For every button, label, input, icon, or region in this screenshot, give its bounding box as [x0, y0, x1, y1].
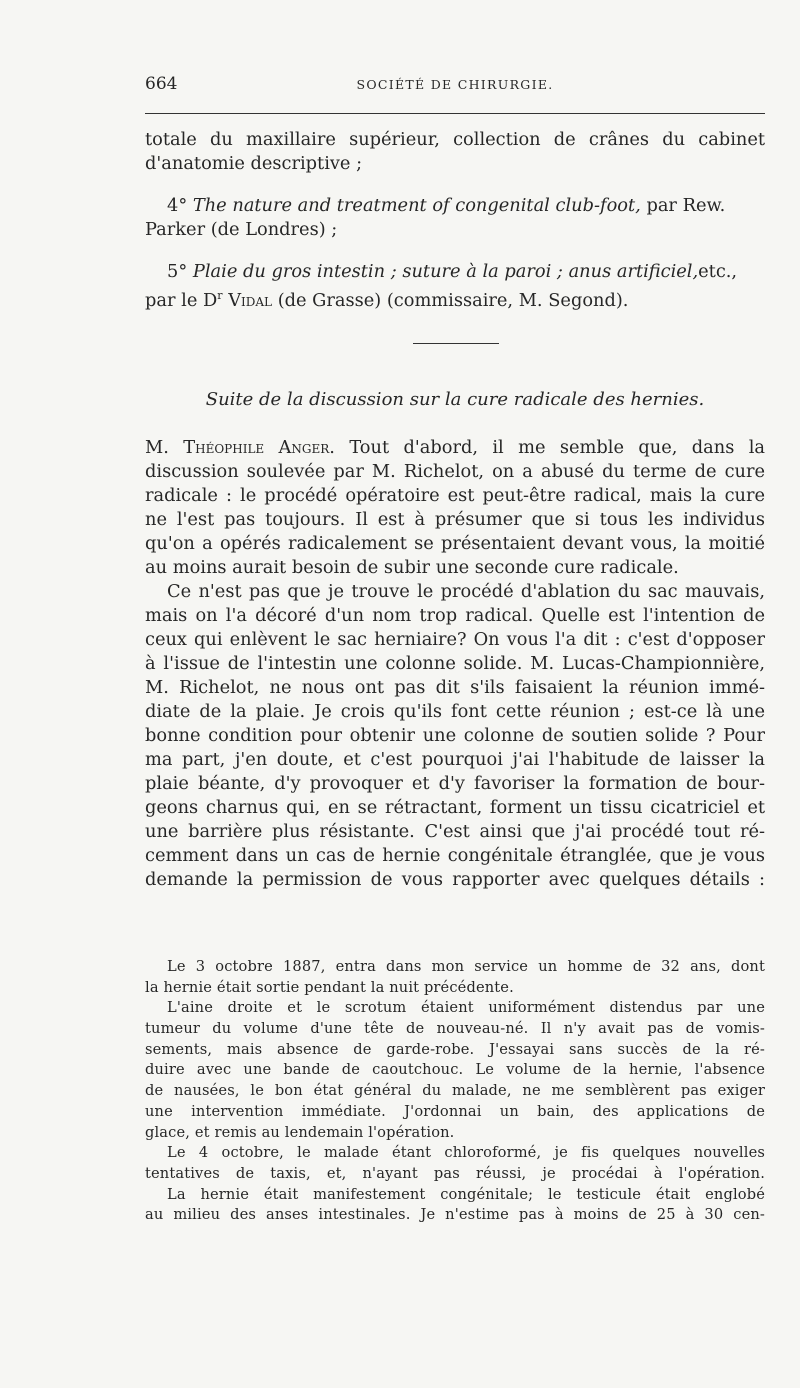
text-line: Ce n'est pas que je trouve le procédé d'ablation du sac mauvais,: [167, 581, 765, 602]
text-line: demande la permission de vous rapporter avec quelques détails :: [145, 869, 765, 890]
text-line: mais on l'a décoré d'un nom trop radical. Quelle est l'intention de: [145, 605, 765, 626]
text-line: à l'issue de l'intestin une colonne solide. M. Lucas-Championnière,: [145, 653, 765, 674]
list-item-4: 4° The nature and treatment of congenital club-foot, par Rew.: [167, 195, 726, 216]
page-number: 664: [145, 74, 178, 94]
running-head: SOCIÉTÉ DE CHIRURGIE.: [356, 77, 554, 92]
text-line: plaie béante, d'y provoquer et d'y favoriser la formation de bour-: [145, 773, 765, 794]
text-line: ma part, j'en doute, et c'est pourquoi j'ai l'habitude de laisser la: [145, 749, 765, 770]
case-report: [145, 957, 765, 1226]
text-line: tentatives de taxis, et, n'ayant pas réussi, je procédai à l'opération.: [145, 1164, 765, 1182]
author-name: Vidal: [228, 289, 273, 311]
text-line: L'aine droite et le scrotum étaient uniformément distendus par une: [167, 999, 765, 1017]
text-line: la hernie était sortie pendant la nuit précédente.: [145, 978, 514, 996]
text-line: duire avec une bande de caoutchouc. Le volume de la hernie, l'absence: [145, 1061, 765, 1079]
list-block: [145, 128, 765, 311]
speaker-name: Théophile Anger.: [183, 437, 335, 458]
text-line: Le 3 octobre 1887, entra dans mon service un homme de 32 ans, dont: [167, 958, 765, 975]
text-line: par le $D^r$ Vidal (de Grasse) (commissaire, M. Segond).: [145, 289, 629, 311]
main-text: [145, 436, 765, 892]
text-line: M. Richelot, ne nous ont pas dit s'ils faisaient la réunion immé-: [145, 677, 765, 698]
section-separator: [413, 343, 499, 344]
italic-title: Plaie du gros intestin ; suture à la paroi ; anus artificiel,: [192, 261, 699, 282]
text-line: glace, et remis au lendemain l'opération.: [145, 1123, 455, 1141]
text-line: Parker (de Londres) ;: [145, 219, 338, 240]
italic-title: The nature and treatment of congenital club-foot,: [192, 195, 641, 216]
text-line: d'anatomie descriptive ;: [145, 153, 363, 174]
text-line: M. Théophile Anger. Tout d'abord, il me semble que, dans la: [145, 437, 765, 458]
text-line: La hernie était manifestement congénitale; le testicule était englobé: [167, 1185, 765, 1203]
text-line: une intervention immédiate. J'ordonnai un bain, des applications de: [145, 1102, 765, 1120]
text-line: diate de la plaie. Je crois qu'ils font cette réunion ; est-ce là une: [145, 701, 765, 722]
text-line: tumeur du volume d'une tête de nouveau-né. Il n'y avait pas de vomis-: [145, 1020, 765, 1038]
text-line: ceux qui enlèvent le sac herniaire? On vous l'a dit : c'est d'opposer: [145, 629, 765, 650]
text-line: au moins aurait besoin de subir une seconde cure radicale.: [145, 557, 679, 578]
text-line: geons charnus qui, en se rétractant, forment un tissu cicatriciel et: [145, 797, 765, 818]
text-line: sements, mais absence de garde-robe. J'essayai sans succès de la ré-: [145, 1040, 765, 1058]
text-line: une barrière plus résistante. C'est ainsi que j'ai procédé tout ré-: [145, 821, 765, 842]
text-line: discussion soulevée par M. Richelot, on a abusé du terme de cure: [145, 461, 765, 482]
text-line: ne l'est pas toujours. Il est à présumer que si tous les individus: [145, 509, 765, 530]
section-title: Suite de la discussion sur la cure radicale des hernies.: [205, 389, 705, 410]
header-rule: [145, 113, 765, 114]
text-line: totale du maxillaire supérieur, collection de crânes du cabinet: [145, 129, 765, 150]
text-line: au milieu des anses intestinales. Je n'estime pas à moins de 25 à 30 cen-: [145, 1206, 765, 1224]
text-line: Le 4 octobre, le malade étant chloroformé, je fis quelques nouvelles: [167, 1144, 765, 1162]
text-line: de nausées, le bon état général du malade, ne me semblèrent pas exiger: [145, 1082, 765, 1100]
text-line: qu'on a opérés radicalement se présentaient devant vous, la moitié: [145, 533, 765, 554]
page-header: [145, 74, 765, 100]
text-line: bonne condition pour obtenir une colonne de soutien solide ? Pour: [145, 725, 765, 746]
list-item-5: 5° Plaie du gros intestin ; suture à la paroi ; anus artificiel,etc.,: [167, 261, 738, 282]
text-line: radicale : le procédé opératoire est peut-être radical, mais la cure: [145, 485, 765, 506]
text-line: cemment dans un cas de hernie congénitale étranglée, que je vous: [145, 845, 765, 866]
